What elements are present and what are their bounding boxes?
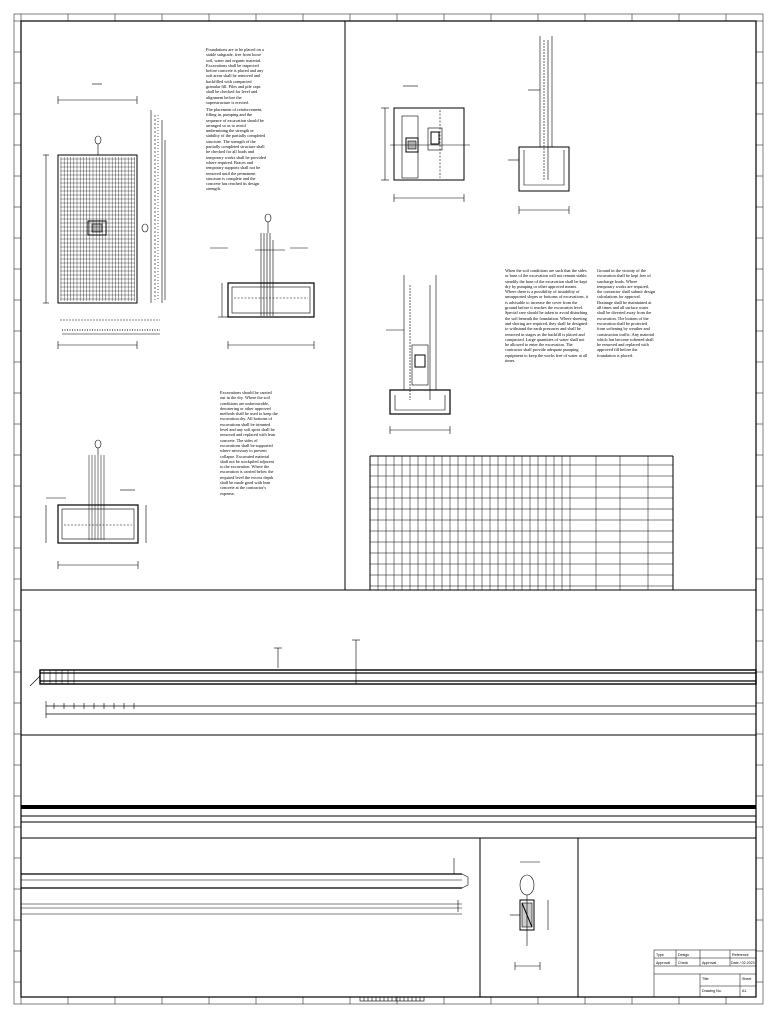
tb-check: Check: [678, 961, 689, 965]
tb-approval-1: Approval: [656, 961, 671, 965]
pile-cap-plan-detail: [43, 84, 165, 349]
beam-elevation-detail: [30, 640, 756, 718]
general-note-5: Ground in the vicinity of the excavation shall be kept free of surcharge loads. Where temporary works are required, the contractor shall submit design calculations for approval. Drainage shall be maintained at all times and all surface water shall be diverted away from the excavation. The bottom of the excavation shall be protected from softening by weather and construction traffic. Any material which has become softened shall be removed and replaced with approved fill before the foundation is placed.: [597, 268, 655, 358]
tb-sheet: Sheet: [742, 977, 752, 981]
tb-title: Title: [702, 977, 709, 981]
column-section-detail-2: [386, 275, 450, 434]
pile-cap-section-detail: [210, 214, 314, 349]
tb-size: A1: [742, 989, 747, 993]
general-note-2: The placement of reinforcement, filling in, pumping and the sequence of excavation should be arranged so as to avoid undermining the strength or stability of the partially completed structure. The strength of the partially completed structure shall be checked for all loads and temporary works shall be provided where required. Braces and temporary supports shall not be removed until the permanent structure is complete and the concrete has reached its design strength.: [206, 107, 266, 192]
slab-edge-band: [21, 807, 756, 822]
column-tie-detail: [510, 862, 548, 970]
tb-approval-2: Approval: [702, 961, 717, 965]
tb-design: Design: [678, 953, 690, 957]
general-note-4: When the soil conditions are such that the sides or base of the excavation will not remain stable, steadily the base of the excavation shall be kept dry by pumping or other approved means. Where there is a possibility of instability of unsupported slopes or bottoms of excavations, it is advisable to increase the cover from the ground before it reaches the excavation level. Special care should be taken to avoid disturbing the soil beneath the foundation. Where sheeting and shoring are required, they shall be designed to withstand the earth pressures and shall be removed in stages as the backfill is placed and compacted. Large quantities of water shall not be allowed to enter the excavation. The contractor shall provide adequate pumping equipment to keep the works free of water at all times.: [505, 268, 589, 364]
general-note-3: Excavations should be carried out in the dry. Where the soil conditions are unfavourable, dewatering or other approved methods shall be used to keep the excavation dry. All bottoms of excavations shall be trimmed level and any soft spots shall be removed and replaced with lean concrete. The sides of excavations shall be supported where necessary to prevent collapse. Excavated material shall not be stockpiled adjacent to the excavation. Where the excavation is carried below the required level the excess depth shall be made good with lean concrete at the contractor's expense.: [220, 390, 278, 496]
pile-cap-with-piles-detail: [46, 440, 146, 569]
tb-reference: Reference: [732, 953, 749, 957]
column-section-detail-1: [508, 36, 569, 214]
column-base-plan-detail: [381, 86, 470, 202]
lower-beam-detail: [21, 858, 468, 914]
schedule-table: [370, 456, 673, 590]
tb-type: Type: [656, 953, 664, 957]
tb-date: Date / 02.2023: [731, 961, 755, 965]
tb-drawing-no: Drawing No.: [702, 989, 722, 993]
general-note-1: Foundations are to be placed on a stable subgrade, free from loose soil, water and organic material. Excavations shall be inspected before concrete is placed and any soft areas shall be removed and backfilled with compacted granular fill. Piles and pile caps shall be checked for level and alignment before the superstructure is erected.: [206, 47, 264, 105]
